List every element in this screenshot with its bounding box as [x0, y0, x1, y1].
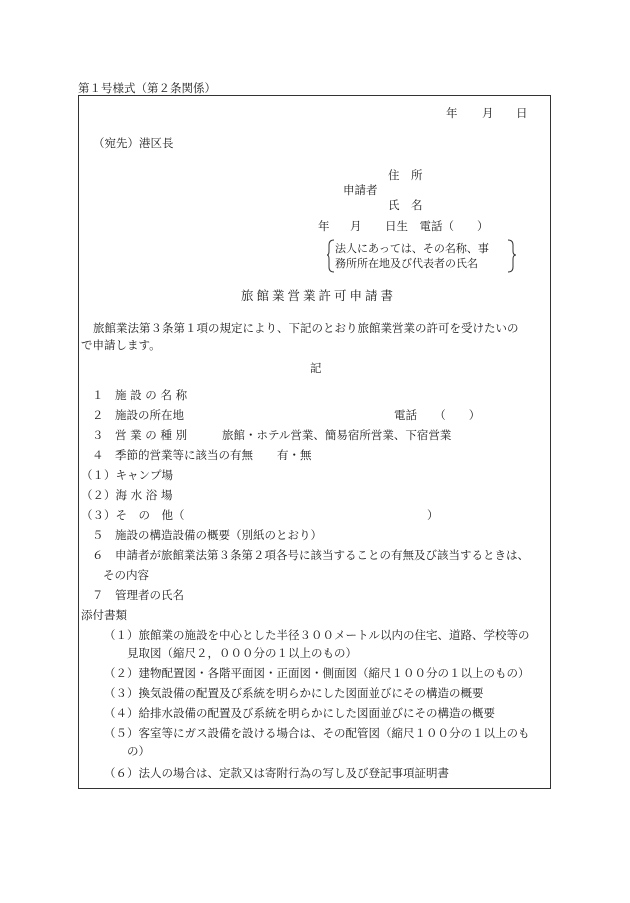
- item-business-type: ３ 営 業 の 種 別: [92, 428, 188, 442]
- item-structure: ５ 施設の構造設備の概要（別紙のとおり）: [92, 528, 322, 542]
- date-month: 月: [482, 106, 494, 120]
- attachment-6: （６）法人の場合は、定款又は寄附行為の写し及び登記事項証明書: [104, 766, 449, 780]
- item-seasonal-value: 有・無: [277, 448, 312, 462]
- application-form-frame: [78, 95, 551, 789]
- ki-heading: 記: [310, 361, 322, 375]
- form-number-label: 第１号様式（第２条関係）: [78, 81, 216, 95]
- item-seasonal: ４ 季節的営業等に該当の有無: [92, 448, 253, 462]
- subitem-camp: （１）キャンプ場: [81, 468, 173, 482]
- item-manager-name: ７ 管理者の氏名: [92, 588, 184, 602]
- corporate-note-line-2: 務所所在地及び代表者の氏名: [335, 257, 478, 270]
- address-label: 住 所: [388, 168, 423, 182]
- subitem-other: （３）そ の 他（: [81, 508, 185, 522]
- intro-line-2: で申請します。: [81, 338, 161, 352]
- attachment-2: （２）建物配置図・各階平面図・正面図・側面図（縮尺１００分の１以上のもの）: [104, 666, 530, 680]
- item-location-phone: 電話 （ ）: [394, 408, 481, 422]
- attachment-1-line-2: 見取図（縮尺２，０００分の１以上のもの）: [127, 646, 357, 660]
- attachment-5-line-1: （５）客室等にガス設備を設ける場合は、その配管図（縮尺１００分の１以上のも: [104, 726, 530, 740]
- addressee: （宛先）港区長: [93, 136, 174, 150]
- attachment-1-line-1: （１）旅館業の施設を中心とした半径３００メートル以内の住宅、道路、学校等の: [104, 628, 530, 642]
- item-applicant-status-1: ６ 申請者が旅館業法第３条第２項各号に該当することの有無及び該当するときは、: [92, 548, 529, 562]
- item-applicant-status-2: その内容: [103, 568, 149, 582]
- subitem-other-close: ）: [427, 508, 439, 522]
- attachment-5-line-2: の）: [127, 744, 150, 758]
- item-business-type-value: 旅館・ホテル営業、簡易宿所営業、下宿営業: [222, 428, 452, 442]
- intro-line-1: 旅館業法第３条第１項の規定により、下記のとおり旅館業営業の許可を受けたいの: [93, 321, 519, 335]
- name-label: 氏 名: [388, 198, 423, 212]
- corporate-note-line-1: 法人にあっては、その名称、事: [335, 242, 489, 255]
- attachment-3: （３）換気設備の配置及び系統を明らかにした図面並びにその構造の概要: [104, 686, 484, 700]
- date-day: 日: [516, 106, 528, 120]
- birth-day-phone: 日生 電話（ ）: [385, 219, 489, 233]
- applicant-label: 申請者: [343, 183, 378, 197]
- attachments-heading: 添付書類: [81, 608, 127, 622]
- attachment-4: （４）給排水設備の配置及び系統を明らかにした図面並びにその構造の概要: [104, 706, 495, 720]
- item-facility-location: ２ 施設の所在地: [92, 408, 184, 422]
- item-facility-name: １ 施 設 の 名 称: [92, 388, 188, 402]
- document-title: 旅館業営業許可申請書: [241, 288, 397, 303]
- date-year: 年: [446, 106, 458, 120]
- birth-year: 年: [318, 219, 330, 233]
- birth-month: 月: [350, 219, 362, 233]
- subitem-beach: （２）海 水 浴 場: [81, 488, 173, 502]
